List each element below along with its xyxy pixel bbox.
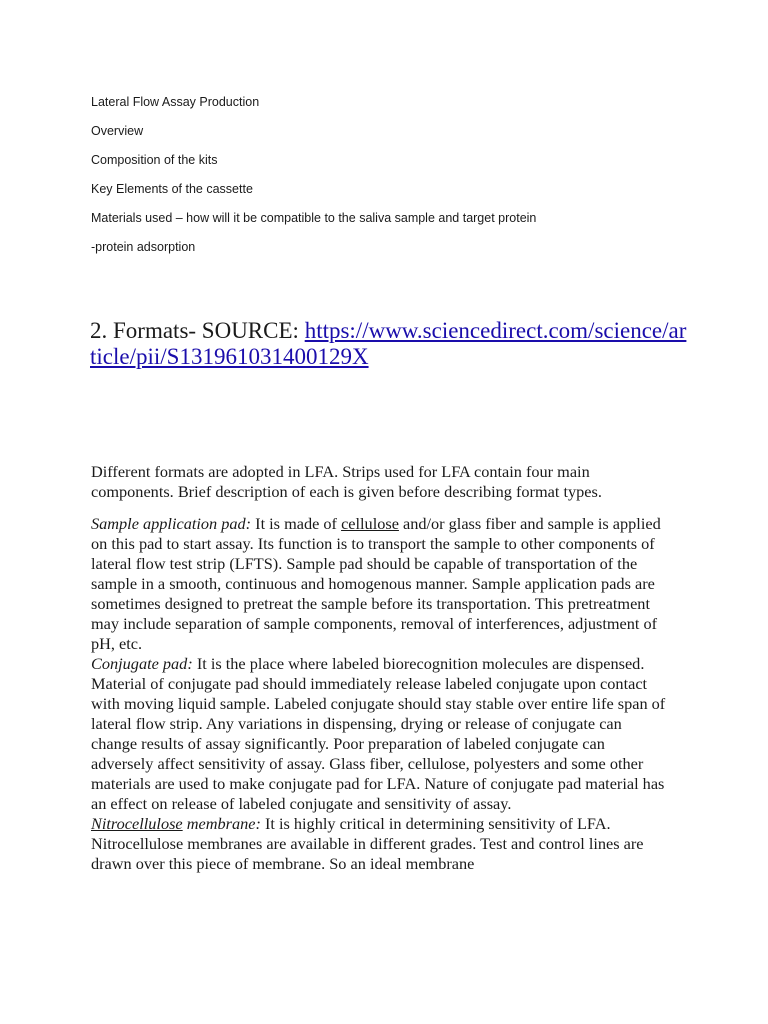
conjugate-pad-paragraph [91, 654, 671, 814]
note-title: Lateral Flow Assay Production [91, 95, 260, 109]
sample-pad-text-2: and/or glass fiber and sample is applied on this pad to start assay. Its function is to transport the sample to other components of lateral flow test strip (LFTS). Sample pad should be capable of transportation of the sample in a smooth, continuous and homogenous manner. Sample application pads are sometimes designed to pretreat the sample before its transportation. This pretreatment may include separation of sample components, removal of interferences, adjustment of pH, etc. [91, 514, 661, 653]
note-protein-adsorption: -protein adsorption [91, 240, 196, 254]
membrane-paragraph [91, 814, 671, 874]
sample-pad-term: Sample application pad: [91, 514, 252, 533]
note-materials: Materials used – how will it be compatible to the saliva sample and target protein [91, 211, 537, 225]
source-link[interactable]: https://www.sciencedirect.com/science/article/pii/S131961031400129X [90, 318, 687, 369]
sample-pad-text-1: It is made of [251, 514, 342, 533]
document-body [91, 462, 671, 874]
membrane-text: It is highly critical in determining sensitivity of LFA. Nitrocellulose membranes are available in different grades. Test and control lines are drawn over this piece of membrane. So an ideal membrane [91, 814, 644, 873]
conjugate-pad-term: Conjugate pad: [91, 654, 193, 673]
membrane-term-rest: membrane: [182, 814, 261, 833]
membrane-term-underlined: Nitrocellulose [91, 814, 183, 833]
note-composition: Composition of the kits [91, 153, 218, 167]
note-key-elements: Key Elements of the cassette [91, 182, 253, 196]
section-heading [90, 318, 690, 370]
note-overview: Overview [91, 124, 144, 138]
conjugate-pad-text: It is the place where labeled biorecognition molecules are dispensed. Material of conjugate pad should immediately release labeled conjugate upon contact with moving liquid sample. Labeled conjugate should stay stable over entire life span of lateral flow strip. Any variations in dispensing, drying or release of conjugate can change results of assay significantly. Poor preparation of labeled conjugate can adversely affect sensitivity of assay. Glass fiber, cellulose, polyesters and some other materials are used to make conjugate pad for LFA. Nature of conjugate pad material has an effect on release of labeled conjugate and sensitivity of assay. [91, 654, 666, 813]
sample-pad-paragraph [91, 514, 671, 654]
cellulose-underlined: cellulose [341, 514, 399, 533]
notes-list [91, 95, 536, 269]
section-prefix: 2. Formats- SOURCE: [90, 318, 305, 343]
intro-paragraph: Different formats are adopted in LFA. Strips used for LFA contain four main components. Brief description of each is given before describing format types. [91, 462, 602, 501]
